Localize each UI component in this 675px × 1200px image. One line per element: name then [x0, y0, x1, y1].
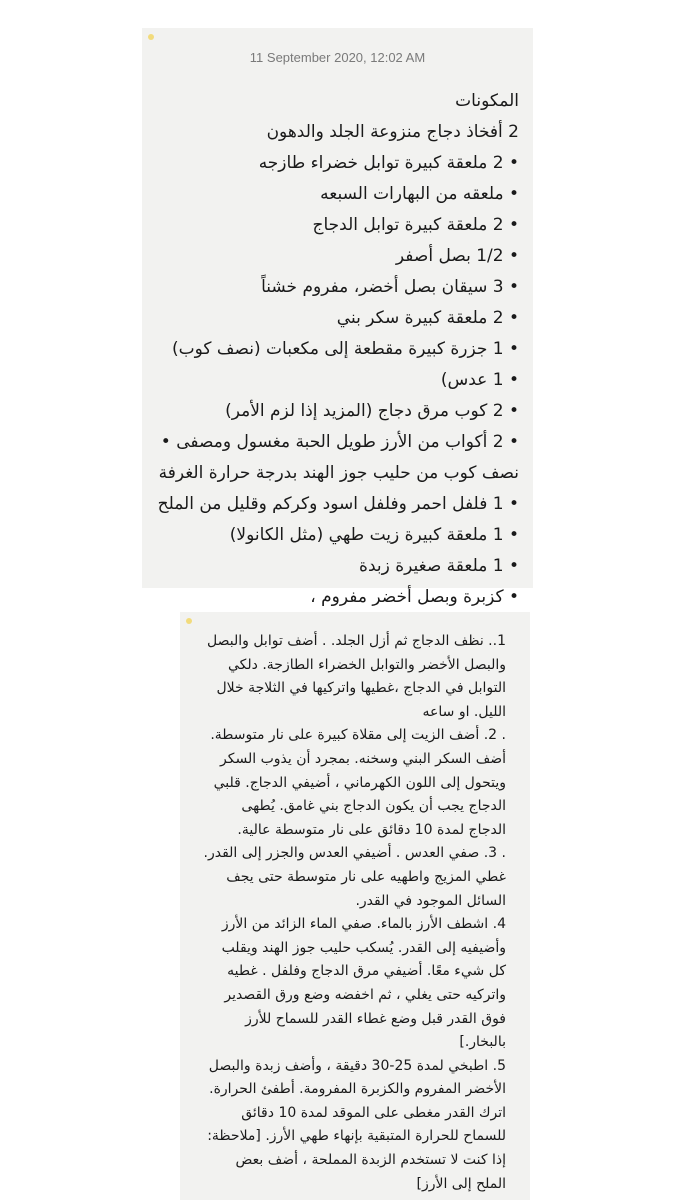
list-item: • 1 عدس): [440, 370, 519, 390]
note-pin-icon: [148, 34, 154, 40]
list-item: • 2 ملعقة كبيرة سكر بني: [336, 308, 519, 328]
list-item: 2 أفخاذ دجاج منزوعة الجلد والدهون: [266, 122, 519, 142]
list-item: • 2 ملعقة كبيرة توابل خضراء طازجه: [258, 153, 519, 173]
list-item: • ملعقه من البهارات السبعه: [320, 184, 519, 204]
instruction-step: 1.. نظف الدجاج ثم أزل الجلد. . أضف توابل والبصل والبصل الأخضر والتوابل الخضراء الطازجة. دلكي التوابل في الدجاج ،غطيها واتركيها في الثلاجة خلال الليل. او ساعه: [207, 633, 506, 720]
instruction-step: 5. اطبخي لمدة 25-30 دقيقة ، وأضف زبدة والبصل الأخضر المفروم والكزبرة المفرومة. أطفئ الحرارة. اترك القدر مغطى على الموقد لمدة 10 دقائق للسماح للحرارة المتبقية بإنهاء طهي الأرز. [ملاحظة: إذا كنت لا تستخدم الزبدة المملحة ، أضف بعض الملح إلى الأرز]: [207, 1057, 506, 1192]
ingredients-heading: المكونات: [455, 91, 519, 111]
instructions-list: [202, 630, 506, 1196]
list-item: • 3 سيقان بصل أخضر، مفروم خشناً: [261, 277, 519, 297]
instructions-note: [180, 612, 530, 1200]
ingredients-note: [142, 28, 533, 607]
list-item: • 1 جزرة كبيرة مقطعة إلى مكعبات (نصف كوب): [172, 339, 519, 359]
note-pin-icon: [186, 618, 192, 624]
list-item: • كزبرة وبصل أخضر مفروم ،: [310, 587, 519, 607]
list-item: • 1 ملعقة كبيرة زيت طهي (مثل الكانولا): [229, 525, 519, 545]
list-item: • 1 فلفل احمر وفلفل اسود وكركم وقليل من الملح: [157, 494, 519, 514]
list-item: • 1/2 بصل أصفر: [395, 246, 519, 266]
note-date: 11 September 2020, 12:02 AM: [249, 50, 426, 65]
instruction-step: 4. اشطف الأرز بالماء. صفي الماء الزائد من الأرز وأضيفيه إلى القدر. يُسكب حليب جوز الهند ويقلب كل شيء معًا. أضيفي مرق الدجاج وفلفل . غطيه واتركيه حتى يغلي ، ثم اخفضه وضع ورق القصدير فوق القدر قبل وضع غطاء القدر للسماح للأرز بالبخار.]: [221, 916, 506, 1051]
list-item: • 2 أكواب من الأرز طويل الحبة مغسول ومصفى • نصف كوب من حليب جوز الهند بدرجة حرارة الغرفة: [158, 432, 519, 483]
list-item: • 2 كوب مرق دجاج (المزيد إذا لزم الأمر): [225, 401, 519, 421]
list-item: • 2 ملعقة كبيرة توابل الدجاج: [312, 215, 519, 235]
ingredients-list: [154, 86, 519, 613]
list-item: • 1 ملعقة صغيرة زبدة: [359, 556, 519, 576]
instruction-step: . 2. أضف الزيت إلى مقلاة كبيرة على نار متوسطة. أضف السكر البني وسخنه. بمجرد أن يذوب السكر ويتحول إلى اللون الكهرماني ، أضيفي الدجاج. قلبي الدجاج يجب أن يكون الدجاج بني غامق. يُطهى الدجاج لمدة 10 دقائق على نار متوسطة عالية.: [210, 727, 506, 838]
instruction-step: . 3. صفي العدس . أضيفي العدس والجزر إلى القدر. غطي المزيج واطهيه على نار متوسطة حتى يجف السائل الموجود في القدر.: [203, 845, 506, 909]
